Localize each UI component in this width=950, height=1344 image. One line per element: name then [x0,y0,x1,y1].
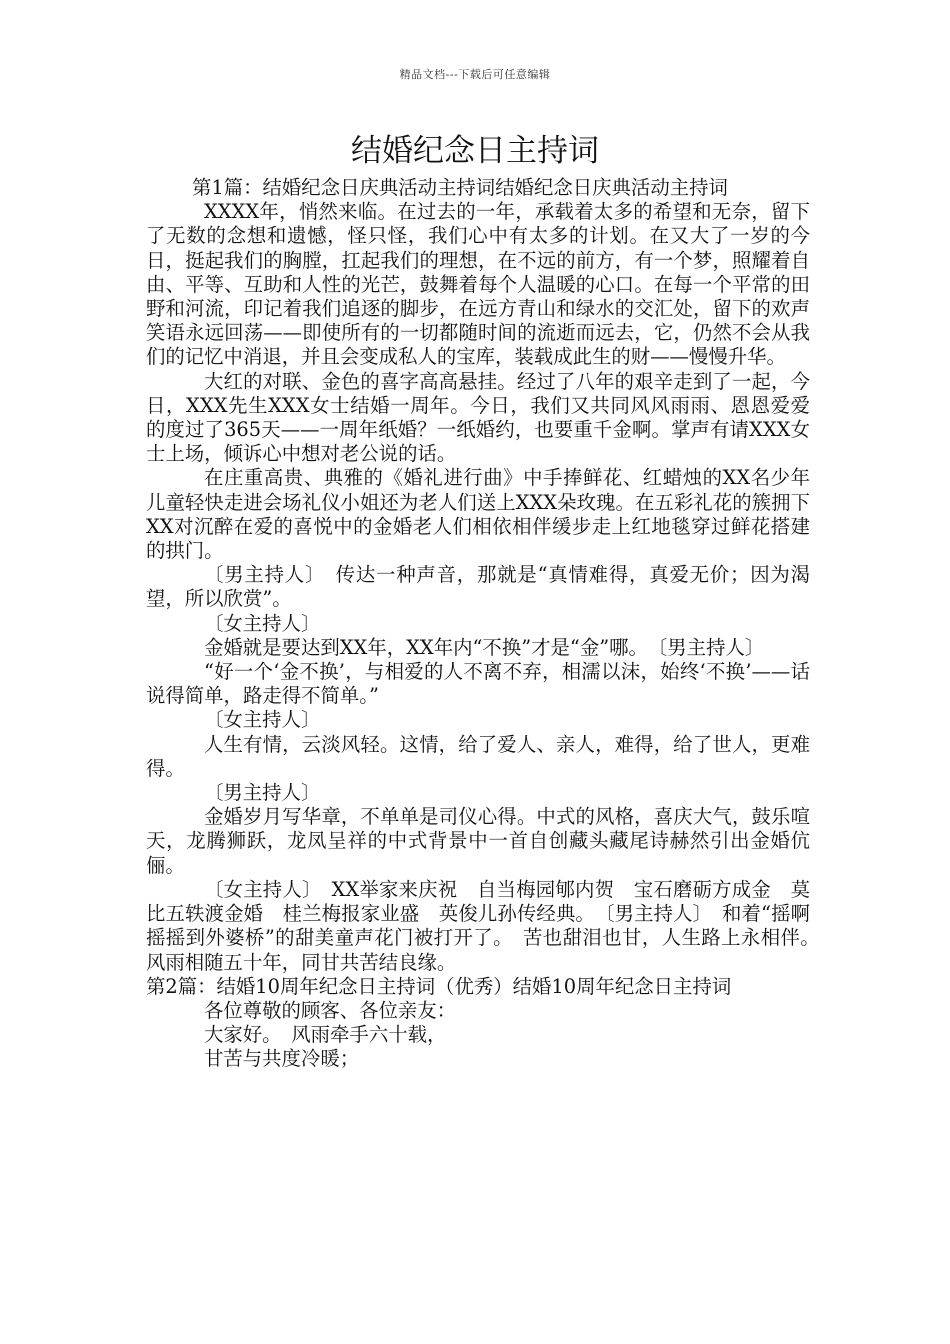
paragraph: 〔女主持人〕 XX举家来庆祝 自当梅园郇内贺 宝石磨砺方成金 莫比五轶渡金婚 桂兰梅报家业盛 英俊儿孙传经典。 〔男主持人〕 和着“摇啊摇摇到外婆桥”的甜美童声花门被打开了。 苦也甜泪也甘，人生路上永相伴。 风雨相随五十年，同甘共苦结良缘。 [146,877,830,974]
paragraph: 金婚就是要达到XX年，XX年内“不换”才是“金”哪。 〔男主持人〕 [204,635,765,659]
paragraph: “好一个‘金不换’，与相爱的人不离不弃，相濡以沫，始终‘不换’——话说得简单，路走得不简单。” [146,660,810,708]
paragraph: 大家好。 风雨牵手六十载， [204,1023,447,1047]
paragraph: 金婚岁月写华章，不单单是司仪心得。中式的风格，喜庆大气，鼓乐喧天，龙腾狮跃，龙凤呈祥的中式背景中一首自创藏头藏尾诗赫然引出金婚伉俪。 [146,805,810,877]
paragraph: XXXX年，悄然来临。在过去的一年，承载着太多的希望和无奈，留下了无数的念想和遗憾，怪只怪，我们心中有太多的计划。在又大了一岁的今日，挺起我们的胸膛，扛起我们的理想，在不远的前方，有一个梦，照耀着自由、平等、互助和人性的光芒，鼓舞着每个人温暖的心口。在每一个平常的田野和河流，印记着我们追逐的脚步，在远方青山和绿水的交汇处，留下的欢声笑语永远回荡——即使所有的一切都随时间的流逝而远去，它，仍然不会从我们的记忆中消退，并且会变成私人的宝库，装载成此生的财——慢慢升华。 [146,200,810,369]
speaker-label: 〔女主持人〕 [204,611,321,635]
paragraph: 大红的对联、金色的喜字高高悬挂。经过了八年的艰辛走到了一起，今日，XXX先生XXX女士结婚一周年。今日，我们又共同风风雨雨、恩恩爱爱的度过了365天——一周年纸婚？一纸婚约，也要重千金啊。掌声有请XXX女士上场，倾诉心中想对老公说的话。 [146,369,810,466]
page-header: 精品文档---下载后可任意编辑 [399,68,551,81]
paragraph: 在庄重高贵、典雅的《婚礼进行曲》中手捧鲜花、红蜡烛的XX名少年儿童轻快走进会场礼仪小姐还为老人们送上XXX朵玫瑰。在五彩礼花的簇拥下XX对沉醉在爱的喜悦中的金婚老人们相依相伴缓步走上红地毯穿过鲜花搭建的拱门。 [146,466,810,563]
document-body [146,176,830,1072]
document-title: 结婚纪念日主持词 [351,133,599,169]
paragraph: 〔男主持人〕 传达一种声音，那就是“真情难得，真爱无价；因为渴望，所以欣赏”。 [146,563,810,611]
section-heading: 第1篇：结婚纪念日庆典活动主持词结婚纪念日庆典活动主持词 [192,176,728,199]
paragraph: 各位尊敬的顾客、各位亲友： [204,998,457,1022]
paragraph: 人生有情，云淡风轻。这情，给了爱人、亲人，难得，给了世人，更难得。 [146,732,810,780]
paragraph: 甘苦与共度冷暖； [204,1047,360,1071]
speaker-label: 〔女主持人〕 [204,708,321,732]
section-heading: 第2篇：结婚10周年纪念日主持词（优秀）结婚10周年纪念日主持词 [146,974,732,998]
speaker-label: 〔男主持人〕 [204,781,321,805]
